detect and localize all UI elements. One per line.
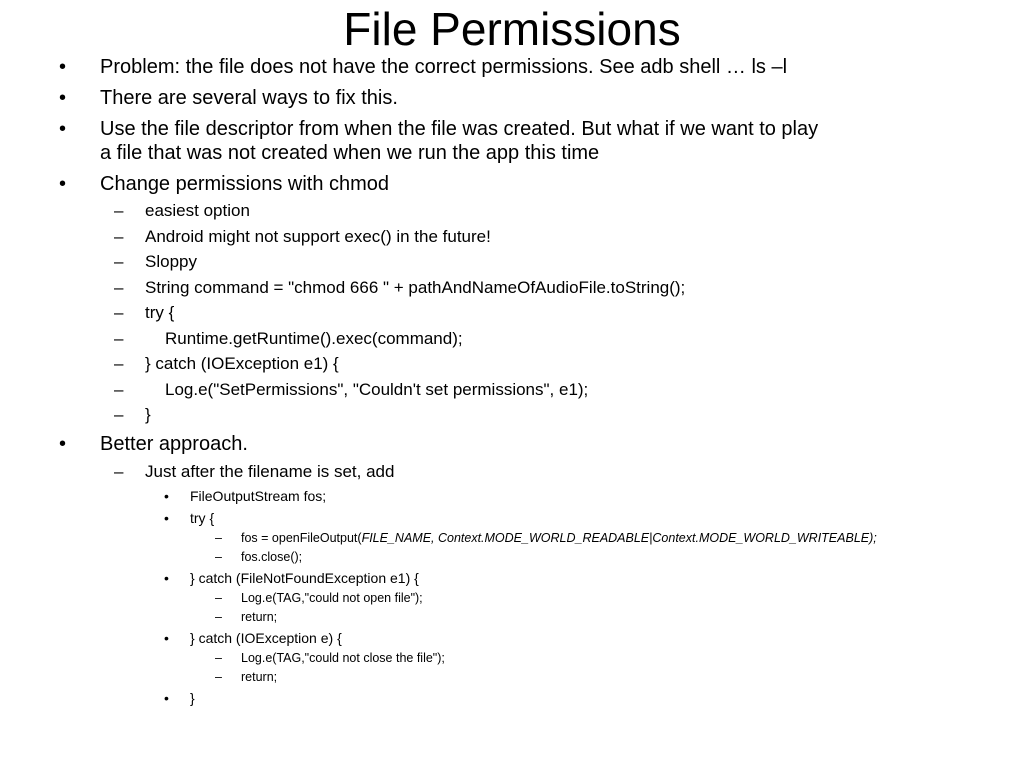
bullet-marker: • [59, 87, 67, 109]
code-text: FileOutputStream fos; [190, 488, 327, 504]
bullet-marker: • [164, 690, 169, 706]
code-text: } catch (FileNotFoundException e1) { [190, 570, 419, 586]
bullet-text: a file that was not created when we run the app this time [100, 142, 600, 164]
sub-list-item [114, 404, 151, 426]
sub-item-text: Sloppy [145, 252, 197, 271]
sub-list-item [114, 277, 686, 299]
code-list-item [164, 569, 419, 587]
dash-marker: – [114, 227, 124, 246]
sub-item-text: String command = "chmod 666 " + pathAndNameOfAudioFile.toString(); [145, 278, 686, 297]
bullet-marker: • [59, 433, 67, 455]
code-sub-item [215, 590, 423, 606]
code-text: return; [241, 610, 278, 624]
code-text: fos = openFileOutput( [241, 531, 362, 545]
sub-item-text: Runtime.getRuntime().exec(command); [165, 329, 463, 348]
sub-item-text: try { [145, 303, 175, 322]
code-text: } catch (IOException e) { [190, 630, 342, 646]
bullet-text: Problem: the file does not have the correct permissions. See adb shell … ls –l [100, 56, 788, 78]
sub-list-item [114, 353, 339, 375]
sub-item-text: Log.e("SetPermissions", "Couldn't set permissions", e1); [165, 380, 589, 399]
sub-item-text: Android might not support exec() in the future! [145, 227, 491, 246]
dash-marker: – [215, 531, 222, 545]
code-text: Log.e(TAG,"could not open file"); [241, 591, 423, 605]
list-item [59, 172, 390, 196]
list-item [59, 86, 398, 110]
dash-marker: – [114, 405, 124, 424]
sub-list-item [114, 226, 491, 248]
code-italic-text: FILE_NAME, Context.MODE_WORLD_READABLE|Context.MODE_WORLD_WRITEABLE); [361, 531, 877, 545]
dash-marker: – [114, 354, 124, 373]
dash-marker: – [114, 201, 124, 220]
list-item [59, 117, 819, 141]
bullet-marker: • [164, 630, 169, 646]
sub-list-item [114, 379, 589, 401]
sub-item-text: Just after the filename is set, add [145, 462, 395, 481]
code-text: Log.e(TAG,"could not close the file"); [241, 651, 445, 665]
bullet-marker: • [59, 118, 67, 140]
bullet-marker: • [164, 570, 169, 586]
dash-marker: – [114, 252, 124, 271]
dash-marker: – [215, 610, 222, 624]
code-text: fos.close(); [241, 550, 303, 564]
bullet-marker: • [164, 488, 169, 504]
dash-marker: – [215, 651, 222, 665]
dash-marker: – [215, 670, 222, 684]
code-sub-item [215, 609, 278, 625]
code-text: return; [241, 670, 278, 684]
sub-list-item [114, 328, 463, 350]
dash-marker: – [114, 303, 124, 322]
code-list-item [164, 689, 195, 707]
bullet-marker: • [164, 510, 169, 526]
code-list-item [164, 487, 327, 505]
code-list-item [164, 509, 215, 527]
list-item-continued [100, 141, 599, 165]
sub-item-text: } catch (IOException e1) { [145, 354, 339, 373]
sub-list-item [114, 200, 250, 222]
dash-marker: – [215, 591, 222, 605]
bullet-text: Use the file descriptor from when the file was created. But what if we want to play [100, 118, 819, 140]
code-sub-item [215, 530, 877, 546]
bullet-marker: • [59, 173, 67, 195]
dash-marker: – [114, 462, 124, 481]
bullet-text: Better approach. [100, 433, 248, 455]
bullet-text: Change permissions with chmod [100, 173, 390, 195]
dash-marker: – [215, 550, 222, 564]
sub-item-text: easiest option [145, 201, 250, 220]
code-text: try { [190, 510, 215, 526]
dash-marker: – [114, 278, 124, 297]
sub-item-text: } [145, 405, 151, 424]
sub-list-item [114, 302, 175, 324]
sub-list-item [114, 251, 197, 273]
code-list-item [164, 629, 342, 647]
code-sub-item [215, 669, 278, 685]
dash-marker: – [114, 380, 124, 399]
code-sub-item [215, 650, 445, 666]
sub-list-item [114, 461, 395, 483]
list-item [59, 55, 788, 79]
code-sub-item [215, 549, 303, 565]
list-item [59, 432, 248, 456]
bullet-marker: • [59, 56, 67, 78]
slide-title: File Permissions [343, 3, 681, 55]
dash-marker: – [114, 329, 124, 348]
code-text: } [190, 690, 195, 706]
bullet-text: There are several ways to fix this. [100, 87, 398, 109]
